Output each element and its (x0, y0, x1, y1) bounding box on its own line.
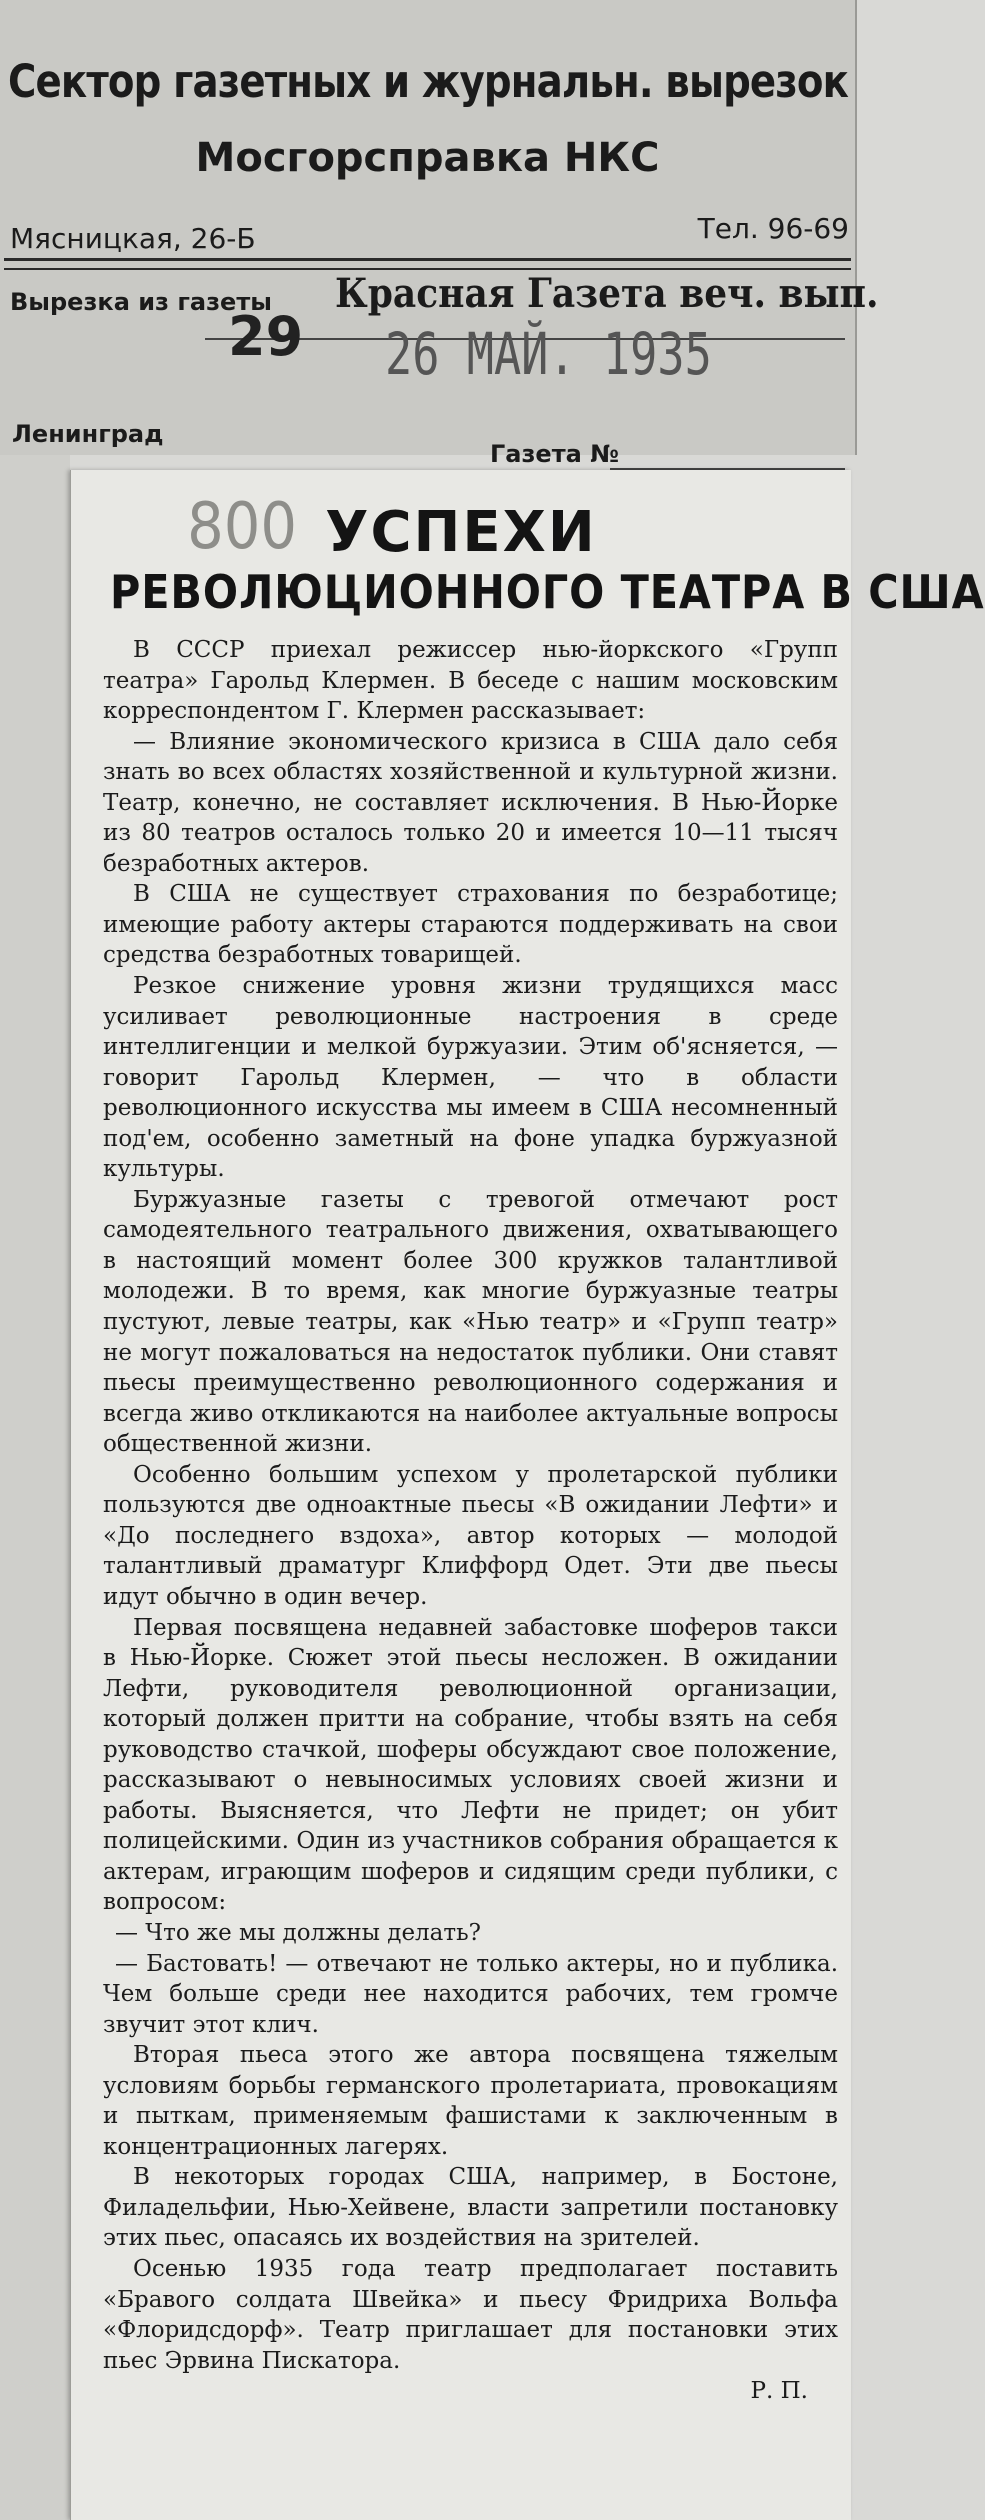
paragraph: Буржуазные газеты с тревогой отмечают рост самодеятельного театрального движения, охватывающего в настоящий момент более 300 кружков талантливой молодежи. В то время, как многие буржуазные театры пустуют, левые театры, как «Нью театр» и «Групп театр» не могут пожаловаться на недостаток публики. Они ставят пьесы преимущественно революционного содержания и всегда живо откликаются на наиболее актуальные вопросы общественной жизни. (103, 1186, 838, 1458)
city: Ленинград (12, 420, 164, 448)
dialogue-line: — Бастовать! — отвечают не только актеры, но и публика. Чем больше среди нее находится рабочих, тем громче звучит этот клич. (103, 1950, 838, 2038)
clipping-service-slip (0, 0, 879, 468)
organization-name: Мосгорсправка НКС (195, 135, 660, 181)
paragraph: В некоторых городах США, например, в Бостоне, Филадельфии, Нью-Хейвене, власти запретили постановку этих пьес, опасаясь их воздействия на зрителей. (103, 2164, 838, 2252)
source-newspaper: Красная Газета веч. вып. (335, 270, 879, 317)
date-stamp: 26 МАЙ. 1935 (385, 320, 712, 388)
stamp-day: 29 (228, 305, 304, 368)
paragraph: Осенью 1935 года театр предполагает поставить «Бравого солдата Швейка» и пьесу Фридриха Вольфа «Флоридсдорф». Театр приглашает для постановки этих пьес Эрвина Пискатора. (103, 2255, 838, 2374)
paragraph: Особенно большим успехом у пролетарской публики пользуются две одноактные пьесы «В ожидании Лефти» и «До последнего вздоха», автор которых — молодой талантливый драматург Клиффорд Одет. Эти две пьесы идут обычно в один вечер. (103, 1461, 838, 1610)
backing-sheet (0, 455, 70, 2520)
pencil-mark: 800 (187, 490, 298, 564)
paragraph: В США не существует страхования по безработице; имеющие работу актеры стараются поддерживать на свои средства безработных товарищей. (103, 881, 838, 969)
paragraph: Вторая пьеса этого же автора посвящена тяжелым условиям борьбы германского пролетариата, провокациям и пыткам, применяемым фашистами к заключенным в концентрационных лагерях. (103, 2042, 838, 2160)
phone-number: Тел. 96-69 (697, 212, 849, 245)
paragraph: — Влияние экономического кризиса в США дало себя знать во всех областях хозяйственной и культурной жизни. Театр, конечно, не составляет исключения. В Нью-Йорке из 80 театров осталось только 20 и имеется 10—11 тысяч безработных актеров. (103, 728, 838, 877)
headline-line-2: РЕВОЛЮЦИОННОГО ТЕАТРА В США (110, 565, 985, 619)
headline-line-1: УСПЕХИ (325, 500, 597, 565)
article-body (103, 635, 838, 2407)
address: Мясницкая, 26-Б (10, 222, 256, 255)
dialogue-line: — Что же мы должны делать? (115, 1919, 481, 1946)
paragraph: Резкое снижение уровня жизни трудящихся масс усиливает революционные настроения в среде интеллигенции и мелкой буржуазии. Этим об'ясняется, — говорит Гарольд Клермен, — что в области революционного искусства мы имеем в США несомненный под'ем, особенно заметный на фоне упадка буржуазной культуры. (103, 973, 838, 1183)
paragraph: В СССР приехал режиссер нью-йоркского «Групп театра» Гарольд Клермен. В беседе с нашим московским корреспондентом Г. Клермен рассказывает: (103, 637, 838, 725)
paper-number-label: Газета № (490, 440, 620, 468)
newspaper-clipping (70, 470, 985, 2520)
paragraph: Первая посвящена недавней забастовке шоферов такси в Нью-Йорке. Сюжет этой пьесы несложен. В ожидании Лефти, руководителя революционной организации, который должен притти на собрание, чтобы взять на себя руководство стачкой, шоферы обсуждают свое положение, рассказывают о невыносимых условиях своей жизни и работы. Выясняется, что Лефти не придет; он убит полицейскими. Один из участников собрания обращается к актерам, играющим шоферов и сидящим среди публики, с вопросом: (103, 1614, 838, 1916)
source-label: Вырезка из газеты (10, 288, 272, 316)
signature: Р. П. (750, 2378, 808, 2405)
sector-title: Сектор газетных и журнальн. вырезок (8, 55, 849, 108)
divider (4, 258, 851, 261)
